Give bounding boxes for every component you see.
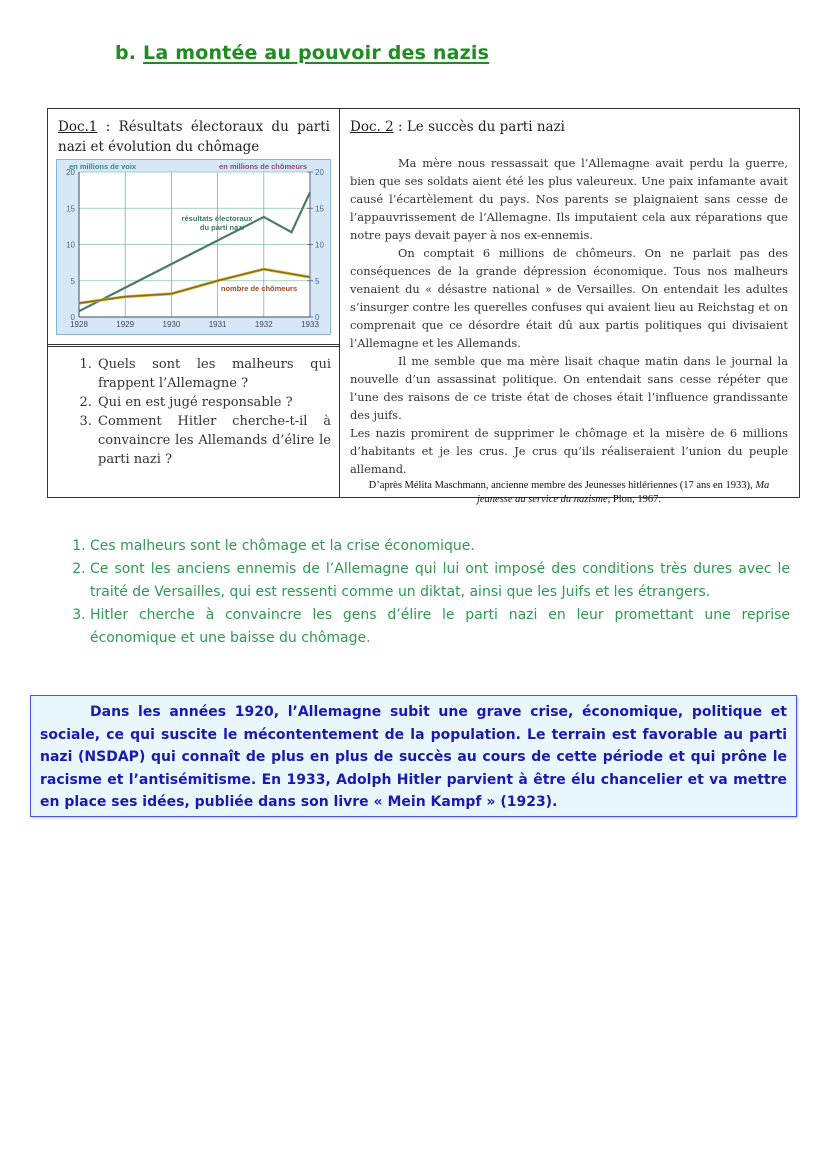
y-tick-left: 0 [70,313,75,322]
answer-item: 3. Hitler cherche à convaincre les gens d’élire le parti nazi en leur promettant une reprise économique et une baisse du chômage. [90,604,790,650]
x-tick-label: 1931 [208,320,227,329]
doc2-text [350,154,788,507]
section-title [115,42,489,64]
y-tick-left: 20 [66,168,75,177]
source-publisher: , Plon, 1967. [607,494,662,505]
doc2-label: Doc. 2 [350,119,394,135]
y-tick-left: 5 [70,276,75,286]
doc2-paragraph: Il me semble que ma mère lisait chaque matin dans le journal la nouvelle d’un assassinat politique. On entendait sans cesse répéter que l’une des raisons de ce triste état de choses était l’influence grandissante des juifs. [350,354,788,422]
doc2-paragraph: On comptait 6 millions de chômeurs. On ne parlait pas des conséquences de la grande dépression économique. Tous nos malheurs venaient du « désastre national » de Versailles. On entendait les adultes s’insurger contre les querelles confuses qui avaient lieu au Reichstag et on comprenait que ce désordre était dû aux partis politiques qui divisaient l’Allemagne et les Allemands. [350,246,788,350]
x-tick-label: 1930 [162,320,181,329]
x-tick-label: 1933 [301,320,319,329]
answer-item: 1. Ces malheurs sont le chômage et la crise économique. [90,535,790,558]
y-tick-right: 0 [315,313,320,322]
x-tick-label: 1929 [116,320,135,329]
answers-list [60,535,790,650]
y-tick-right: 20 [315,168,324,177]
doc1-panel [48,109,339,347]
y-axis-label-left: en millions de voix [69,162,137,171]
section-heading: La montée au pouvoir des nazis [143,42,490,64]
documents-table [47,108,800,505]
left-column [48,109,340,497]
questions-list [70,355,331,469]
doc1-title [58,117,330,157]
doc2-title [350,117,565,137]
series-label: du parti nazi [199,223,245,232]
x-tick-label: 1932 [254,320,273,329]
source-book: Ma jeunesse au service du nazisme [476,480,770,505]
doc2-panel [340,109,801,505]
series-label: nombre de chômeurs [220,284,298,293]
series-label: résultats électoraux [181,214,253,223]
y-tick-left: 10 [66,240,75,250]
answer-item: 2. Ce sont les anciens ennemis de l’Allemagne qui lui ont imposé des conditions très dures avec le traité de Versailles, qui est ressenti comme un diktat, ainsi que les Juifs et les étrangers. [90,558,790,604]
doc1-title-text: : Résultats électoraux du parti nazi et évolution du chômage [58,119,330,155]
y-tick-right: 15 [315,204,324,214]
doc2-paragraph: Les nazis promirent de supprimer le chômage et la misère de 6 millions d’habitants et je les crus. Je crus qu’ils réaliseraient l’union du peuple allemand. [350,426,788,476]
doc2-source [350,479,788,507]
x-tick-label: 1928 [70,320,88,329]
line-chart [56,159,331,335]
question-item: 1. Quels sont les malheurs qui frappent l’Allemagne ? [96,355,331,393]
section-prefix: b. [115,42,137,64]
y-tick-left: 15 [66,204,75,214]
doc2-paragraph: Ma mère nous ressassait que l’Allemagne avait perdu la guerre, bien que ses soldats aient été les plus valeureux. Une paix infamante avait causé l’écartèlement du pays. Nos parents se plaignaient sans cesse de l’appauvrissement de l’Allemagne. Ils imputaient cela aux réparations que notre pays devait payer à nos ex-ennemis. [350,156,788,242]
questions-panel [48,349,339,469]
doc2-title-text: : Le succès du parti nazi [393,119,565,135]
doc1-label: Doc.1 [58,119,98,135]
y-tick-right: 10 [315,240,324,250]
y-tick-right: 5 [315,276,320,286]
question-item: 3. Comment Hitler cherche-t-il à convaincre les Allemands d’élire le parti nazi ? [96,412,331,469]
chart-canvas [57,160,332,336]
source-author: D’après Mélita Maschmann, ancienne membre des Jeunesses hitlériennes (17 ans en 1933), [368,480,756,491]
answers-section [60,535,790,650]
question-item: 2. Qui en est jugé responsable ? [96,393,331,412]
summary-box: Dans les années 1920, l’Allemagne subit une grave crise, économique, politique et sociale, ce qui suscite le mécontentement de la population. Le terrain est favorable au parti nazi (NSDAP) qui connaît de plus en plus de succès au cours de cette période et qui prône le racisme et l’antisémitisme. En 1933, Adolph Hitler parvient à être élu chancelier et va mettre en place ses idées, publiée dans son livre « Mein Kampf » (1923). [30,695,797,817]
y-axis-label-right: en millions de chômeurs [219,162,307,171]
